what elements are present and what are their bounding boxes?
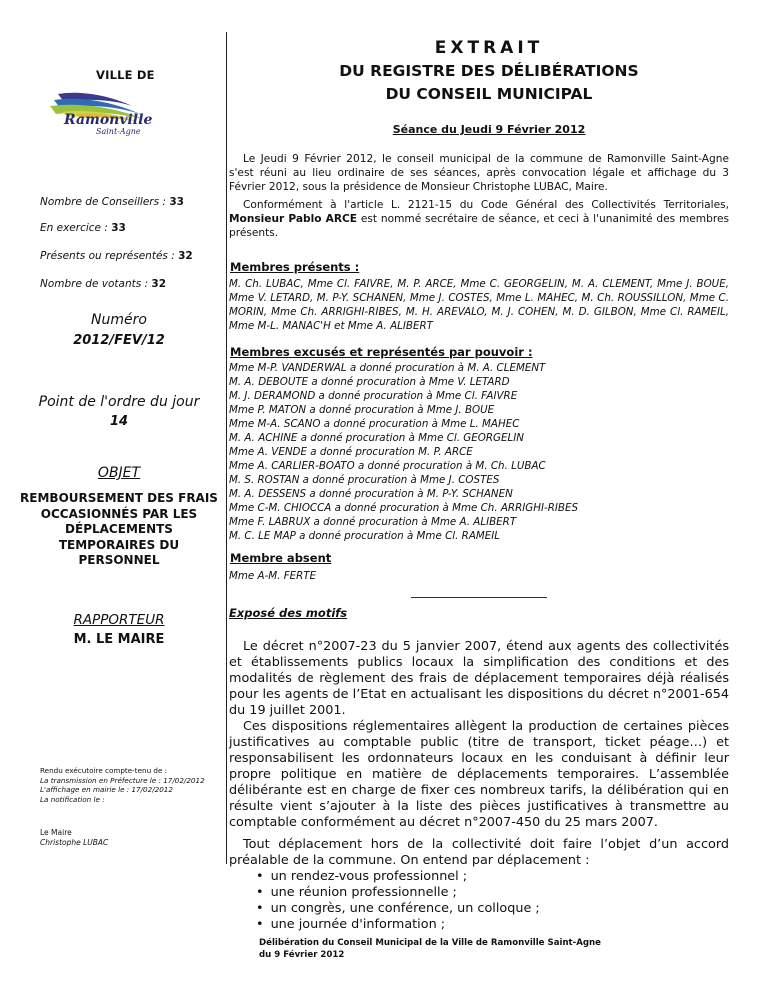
- list-item: M. A. DEBOUTE a donné procuration à Mme V. LETARD: [229, 376, 510, 388]
- list-item: M. J. DERAMOND a donné procuration à Mme Cl. FAIVRE: [229, 390, 518, 402]
- rapporteur-label: RAPPORTEUR: [73, 612, 165, 628]
- objet-label: OBJET: [97, 465, 141, 481]
- list-item: Mme A. VENDE a donné procuration M. P. ARCE: [229, 446, 473, 458]
- list-item: Mme C-M. CHIOCCA a donné procuration à Mme Ch. ARRIGHI-RIBES: [229, 502, 579, 514]
- ville-label: VILLE DE: [96, 68, 155, 82]
- numero-value: 2012/FEV/12: [73, 333, 165, 348]
- title-registre: DU REGISTRE DES DÉLIBÉRATIONS: [339, 62, 639, 80]
- stat-presents: Présents ou représentés : 32: [40, 250, 193, 262]
- seance-date: Séance du Jeudi 9 Février 2012: [392, 123, 586, 136]
- absent-list: Mme A-M. FERTE: [229, 570, 317, 582]
- list-item: • une journée d'information ;: [256, 917, 540, 933]
- motifs-text: Le décret n°2007-23 du 5 janvier 2007, étend aux agents des collectivités et établissements publics locaux la simplification des conditions et des modalités de règlement des frais de déplacement temporaires déjà réalisés pour les agents de l’Etat en actualisant les dispositions du décret n°2001-654 du 19 juillet 2001. Ces dispositions réglementaires allègent la production de certaines pièces justificatives au comptable public (titre de transport, ticket péage…) et responsabilisent les ordonnateurs locaux en les conduisant à définir leur propre politique en matière de déplacements temporaires. L’assemblée délibérante est en charge de fixer ces nombreux tarifs, la délibération qui en résulte vient s’ajouter à la liste des pièces justificatives à transmettre au comptable conformément au décret n°2007-450 du 25 mars 2007.: [229, 639, 729, 830]
- list-item: M. A. ACHINE a donné procuration à Mme Cl. GEORGELIN: [229, 432, 524, 444]
- list-item: • un congrès, une conférence, un colloque ;: [256, 901, 540, 917]
- ordre-du-jour-label: Point de l'ordre du jour: [38, 394, 200, 410]
- list-item: Mme M-A. SCANO a donné procuration à Mme L. MAHEC: [229, 418, 520, 430]
- title-extrait: EXTRAIT: [434, 38, 544, 58]
- presents-list: M. Ch. LUBAC, Mme Cl. FAIVRE, M. P. ARCE, Mme C. GEORGELIN, M. A. CLEMENT, Mme J. BOUE, Mme V. LETARD, M. P-Y. SCHANEN, Mme J. COSTES, Mme L. MAHEC, M. Ch. ROUSSILLON, Mme C. MORIN, Mme Ch. ARRIGHI-RIBES, M. H. AREVALO, M. J. COHEN, M. D. GILBON, Mme Cl. RAMEIL, Mme M-L. MANAC'H et Mme A. ALIBERT: [229, 278, 729, 332]
- logo-subtitle: Saint-Agne: [96, 127, 141, 136]
- expose-heading: Exposé des motifs: [229, 606, 348, 620]
- rapporteur-value: M. LE MAIRE: [73, 632, 165, 647]
- page-footer: Délibération du Conseil Municipal de la Ville de Ramonville Saint-Agne du 9 Février 2012: [259, 938, 601, 960]
- list-item: Mme P. MATON a donné procuration à Mme J. BOUE: [229, 404, 495, 416]
- list-item: • un rendez-vous professionnel ;: [256, 869, 540, 885]
- list-item: M. A. DESSENS a donné procuration à M. P-Y. SCHANEN: [229, 488, 513, 500]
- numero-label: Numéro: [91, 312, 147, 328]
- presents-heading: Membres présents :: [230, 260, 360, 274]
- ramonville-logo: [36, 84, 180, 136]
- maire-signature: Le Maire Christophe LUBAC: [40, 828, 109, 847]
- rendu-executoire: Rendu exécutoire compte-tenu de : La transmission en Préfecture le : 17/02/2012 L'affichage en mairie le : 17/02/2012 La notification le :: [40, 766, 205, 804]
- column-divider: [226, 32, 227, 864]
- stat-votants: Nombre de votants : 32: [40, 278, 167, 290]
- logo-wordmark: Ramonville: [64, 112, 153, 128]
- excuses-heading: Membres excusés et représentés par pouvoir :: [230, 345, 533, 359]
- objet-value: REMBOURSEMENT DES FRAIS OCCASIONNÉS PAR LES DÉPLACEMENTS TEMPORAIRES DU PERSONNEL: [20, 491, 218, 567]
- list-item: M. C. LE MAP a donné procuration à Mme Cl. RAMEIL: [229, 530, 501, 542]
- secretaire-paragraph: Conformément à l'article L. 2121-15 du Code Général des Collectivités Territoriales, Monsieur Pablo ARCE est nommé secrétaire de séance, et ceci à l'unanimité des membres présents.: [229, 199, 729, 239]
- list-item: M. S. ROSTAN a donné procuration à Mme J. COSTES: [229, 474, 500, 486]
- ordre-du-jour-value: 14: [109, 414, 129, 429]
- procurations-list: [229, 361, 729, 543]
- intro-paragraph: Le Jeudi 9 Février 2012, le conseil municipal de la commune de Ramonville Saint-Agne s'est réuni au lieu ordinaire de ses séances, après convocation légale et affichage du 3 Février 2012, sous la présidence de Monsieur Christophe LUBAC, Maire.: [229, 153, 729, 193]
- section-divider: [411, 597, 547, 598]
- absent-heading: Membre absent: [230, 551, 332, 565]
- deplacement-definition: Tout déplacement hors de la collectivité doit faire l’objet d’un accord préalable de la commune. On entend par déplacement :: [229, 837, 729, 868]
- list-item: • une réunion professionnelle ;: [256, 885, 540, 901]
- title-conseil: DU CONSEIL MUNICIPAL: [385, 85, 593, 103]
- stat-conseillers: Nombre de Conseillers : 33: [40, 196, 184, 208]
- list-item: Mme A. CARLIER-BOATO a donné procuration à M. Ch. LUBAC: [229, 460, 546, 472]
- list-item: Mme F. LABRUX a donné procuration à Mme A. ALIBERT: [229, 516, 517, 528]
- stat-exercice: En exercice : 33: [40, 222, 126, 234]
- deplacement-list: [256, 869, 540, 933]
- list-item: Mme M-P. VANDERWAL a donné procuration à M. A. CLEMENT: [229, 362, 546, 374]
